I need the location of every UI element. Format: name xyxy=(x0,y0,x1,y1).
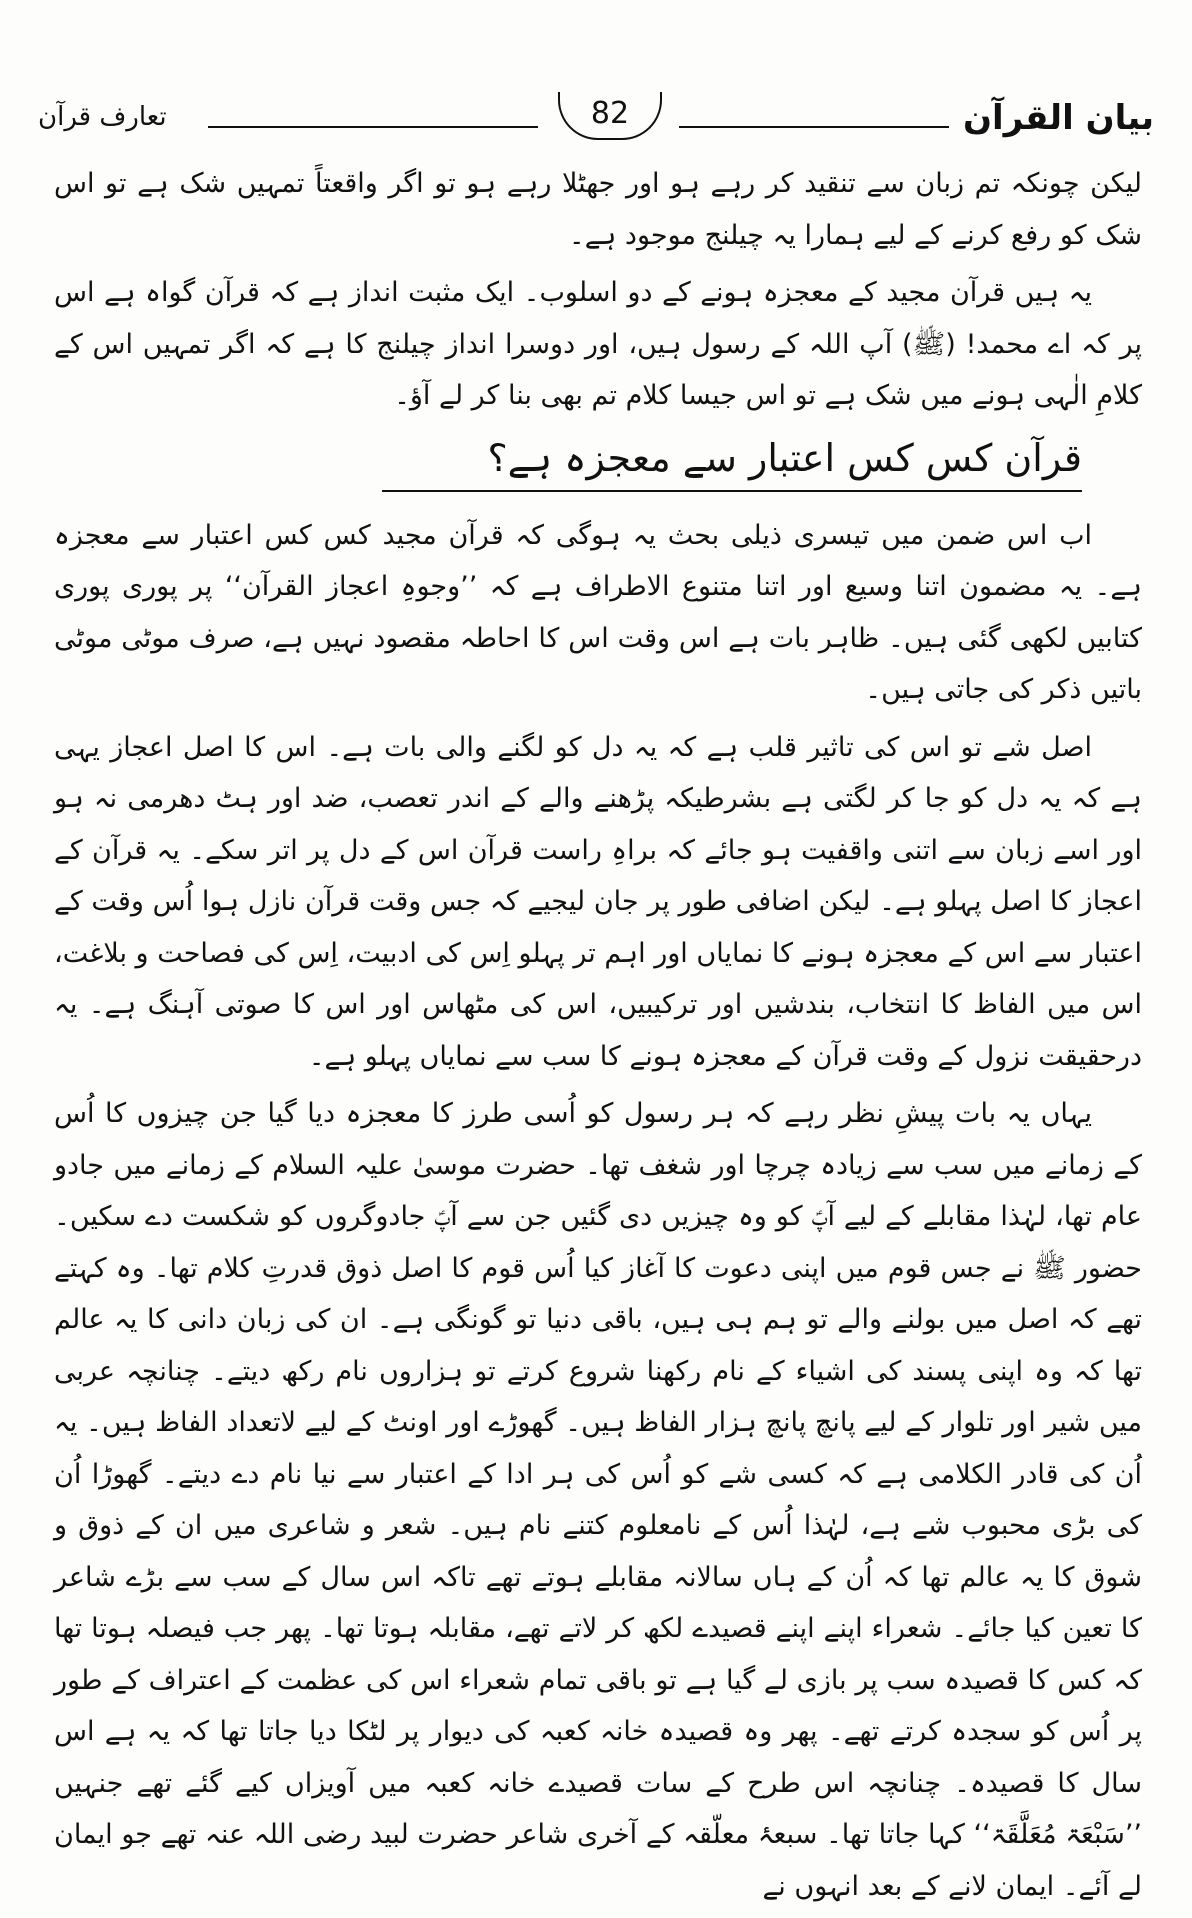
chapter-title: تعارف قرآن xyxy=(38,102,167,132)
section-paragraph-1: اب اس ضمن میں تیسری ذیلی بحث یہ ہوگی کہ قرآن مجید کس کس اعتبار سے معجزہ ہے۔ یہ مضمون اتنا وسیع اور اتنا متنوع الاطراف ہے کہ ’’وجوہِ اعجاز القرآن‘‘ پر پوری پوری کتابیں لکھی گئی ہیں۔ ظاہر بات ہے اس وقت اس کا احاطہ مقصود نہیں ہے، صرف موٹی موٹی باتیں ذکر کی جاتی ہیں۔ xyxy=(54,519,1142,705)
page-number: 82 xyxy=(558,92,662,140)
page-header xyxy=(38,92,1154,152)
section-paragraph-3: یہاں یہ بات پیشِ نظر رہے کہ ہر رسول کو اُسی طرز کا معجزہ دیا گیا جن چیزوں کا اُس کے زمانے میں سب سے زیادہ چرچا اور شغف تھا۔ حضرت موسیٰ علیہ السلام کے زمانے میں جادو عام تھا، لہٰذا مقابلے کے لیے آپؑ کو وہ چیزیں دی گئیں جن سے آپؑ جادوگروں کو شکست دے سکیں۔ حضور ﷺ نے جس قوم میں اپنی دعوت کا آغاز کیا اُس قوم کا اصل ذوق قدرتِ کلام تھا۔ وہ کہتے تھے کہ اصل میں بولنے والے تو ہم ہی ہیں، باقی دنیا تو گونگی ہے۔ ان کی زبان دانی کا یہ عالم تھا کہ وہ اپنی پسند کی اشیاء کے نام رکھنا شروع کرتے تو ہزاروں نام رکھ دیتے۔ چنانچہ عربی میں شیر اور تلوار کے لیے پانچ پانچ ہزار الفاظ ہیں۔ گھوڑے اور اونٹ کے لیے لاتعداد الفاظ ہیں۔ یہ اُن کی قادر الکلامی ہے کہ کسی شے کو اُس کی ہر ادا کے اعتبار سے نیا نام دے دیتے۔ گھوڑا اُن کی بڑی محبوب شے ہے، لہٰذا اُس کے نامعلوم کتنے نام ہیں۔ شعر و شاعری میں ان کے ذوق و شوق کا یہ عالم تھا کہ اُن کے ہاں سالانہ مقابلے ہوتے تھے تاکہ اس سال کے سب سے بڑے شاعر کا تعین کیا جائے۔ شعراء اپنے اپنے قصیدے لکھ کر لاتے تھے، مقابلہ ہوتا تھا۔ پھر جب فیصلہ ہوتا تھا کہ کس کا قصیدہ سب پر بازی لے گیا ہے تو باقی تمام شعراء اس کی عظمت کے اعتراف کے طور پر اُس کو سجدہ کرتے تھے۔ پھر وہ قصیدہ خانہ کعبہ کی دیوار پر لٹکا دیا جاتا تھا کہ یہ ہے اس سال کا قصیدہ۔ چنانچہ اس طرح کے سات قصیدے خانہ کعبہ میں آویزاں کیے گئے تھے جنہیں ’’سَبْعَۃ مُعَلَّقَۃ‘‘ کہا جاتا تھا۔ سبعۂ معلّقہ کے آخری شاعر حضرت لبید رضی اللہ عنہ تھے جو ایمان لے آئے۔ ایمان لانے کے بعد انہوں نے xyxy=(54,1098,1142,1902)
section-heading: قرآن کس کس اعتبار سے معجزہ ہے؟ xyxy=(382,430,1082,492)
header-rule-left xyxy=(208,126,538,128)
page-body xyxy=(54,158,1142,1918)
header-rule-right xyxy=(679,126,949,128)
paragraph-1: لیکن چونکہ تم زبان سے تنقید کر رہے ہو اور جھٹلا رہے ہو تو اگر واقعتاً تمہیں شک ہے تو اس شک کو رفع کرنے کے لیے ہمارا یہ چیلنج موجود ہے۔ xyxy=(54,168,1142,251)
book-title: بیان القرآن xyxy=(963,98,1154,138)
paragraph-2: یہ ہیں قرآن مجید کے معجزہ ہونے کے دو اسلوب۔ ایک مثبت انداز ہے کہ قرآن گواہ ہے اس پر کہ اے محمد! (ﷺ) آپ اللہ کے رسول ہیں، اور دوسرا انداز چیلنج کا ہے کہ اگر تمہیں اس کے کلامِ الٰہی ہونے میں شک ہے تو اس جیسا کلام تم بھی بنا کر لے آؤ۔ xyxy=(54,277,1142,411)
section-paragraph-2: اصل شے تو اس کی تاثیر قلب ہے کہ یہ دل کو لگنے والی بات ہے۔ اس کا اصل اعجاز یہی ہے کہ یہ دل کو جا کر لگتی ہے بشرطیکہ پڑھنے والے کے اندر تعصب، ضد اور ہٹ دھرمی نہ ہو اور اسے زبان سے اتنی واقفیت ہو جائے کہ براہِ راست قرآن اس کے دل پر اتر سکے۔ یہ قرآن کے اعجاز کا اصل پہلو ہے۔ لیکن اضافی طور پر جان لیجیے کہ جس وقت قرآن نازل ہوا اُس وقت کے اعتبار سے اس کے معجزہ ہونے کا نمایاں اور اہم تر پہلو اِس کی ادبیت، اِس کی فصاحت و بلاغت، اس میں الفاظ کا انتخاب، بندشیں اور ترکیبیں، اس کی مٹھاس اور اس کا صوتی آہنگ ہے۔ یہ درحقیقت نزول کے وقت قرآن کے معجزہ ہونے کا سب سے نمایاں پہلو ہے۔ xyxy=(54,731,1142,1072)
